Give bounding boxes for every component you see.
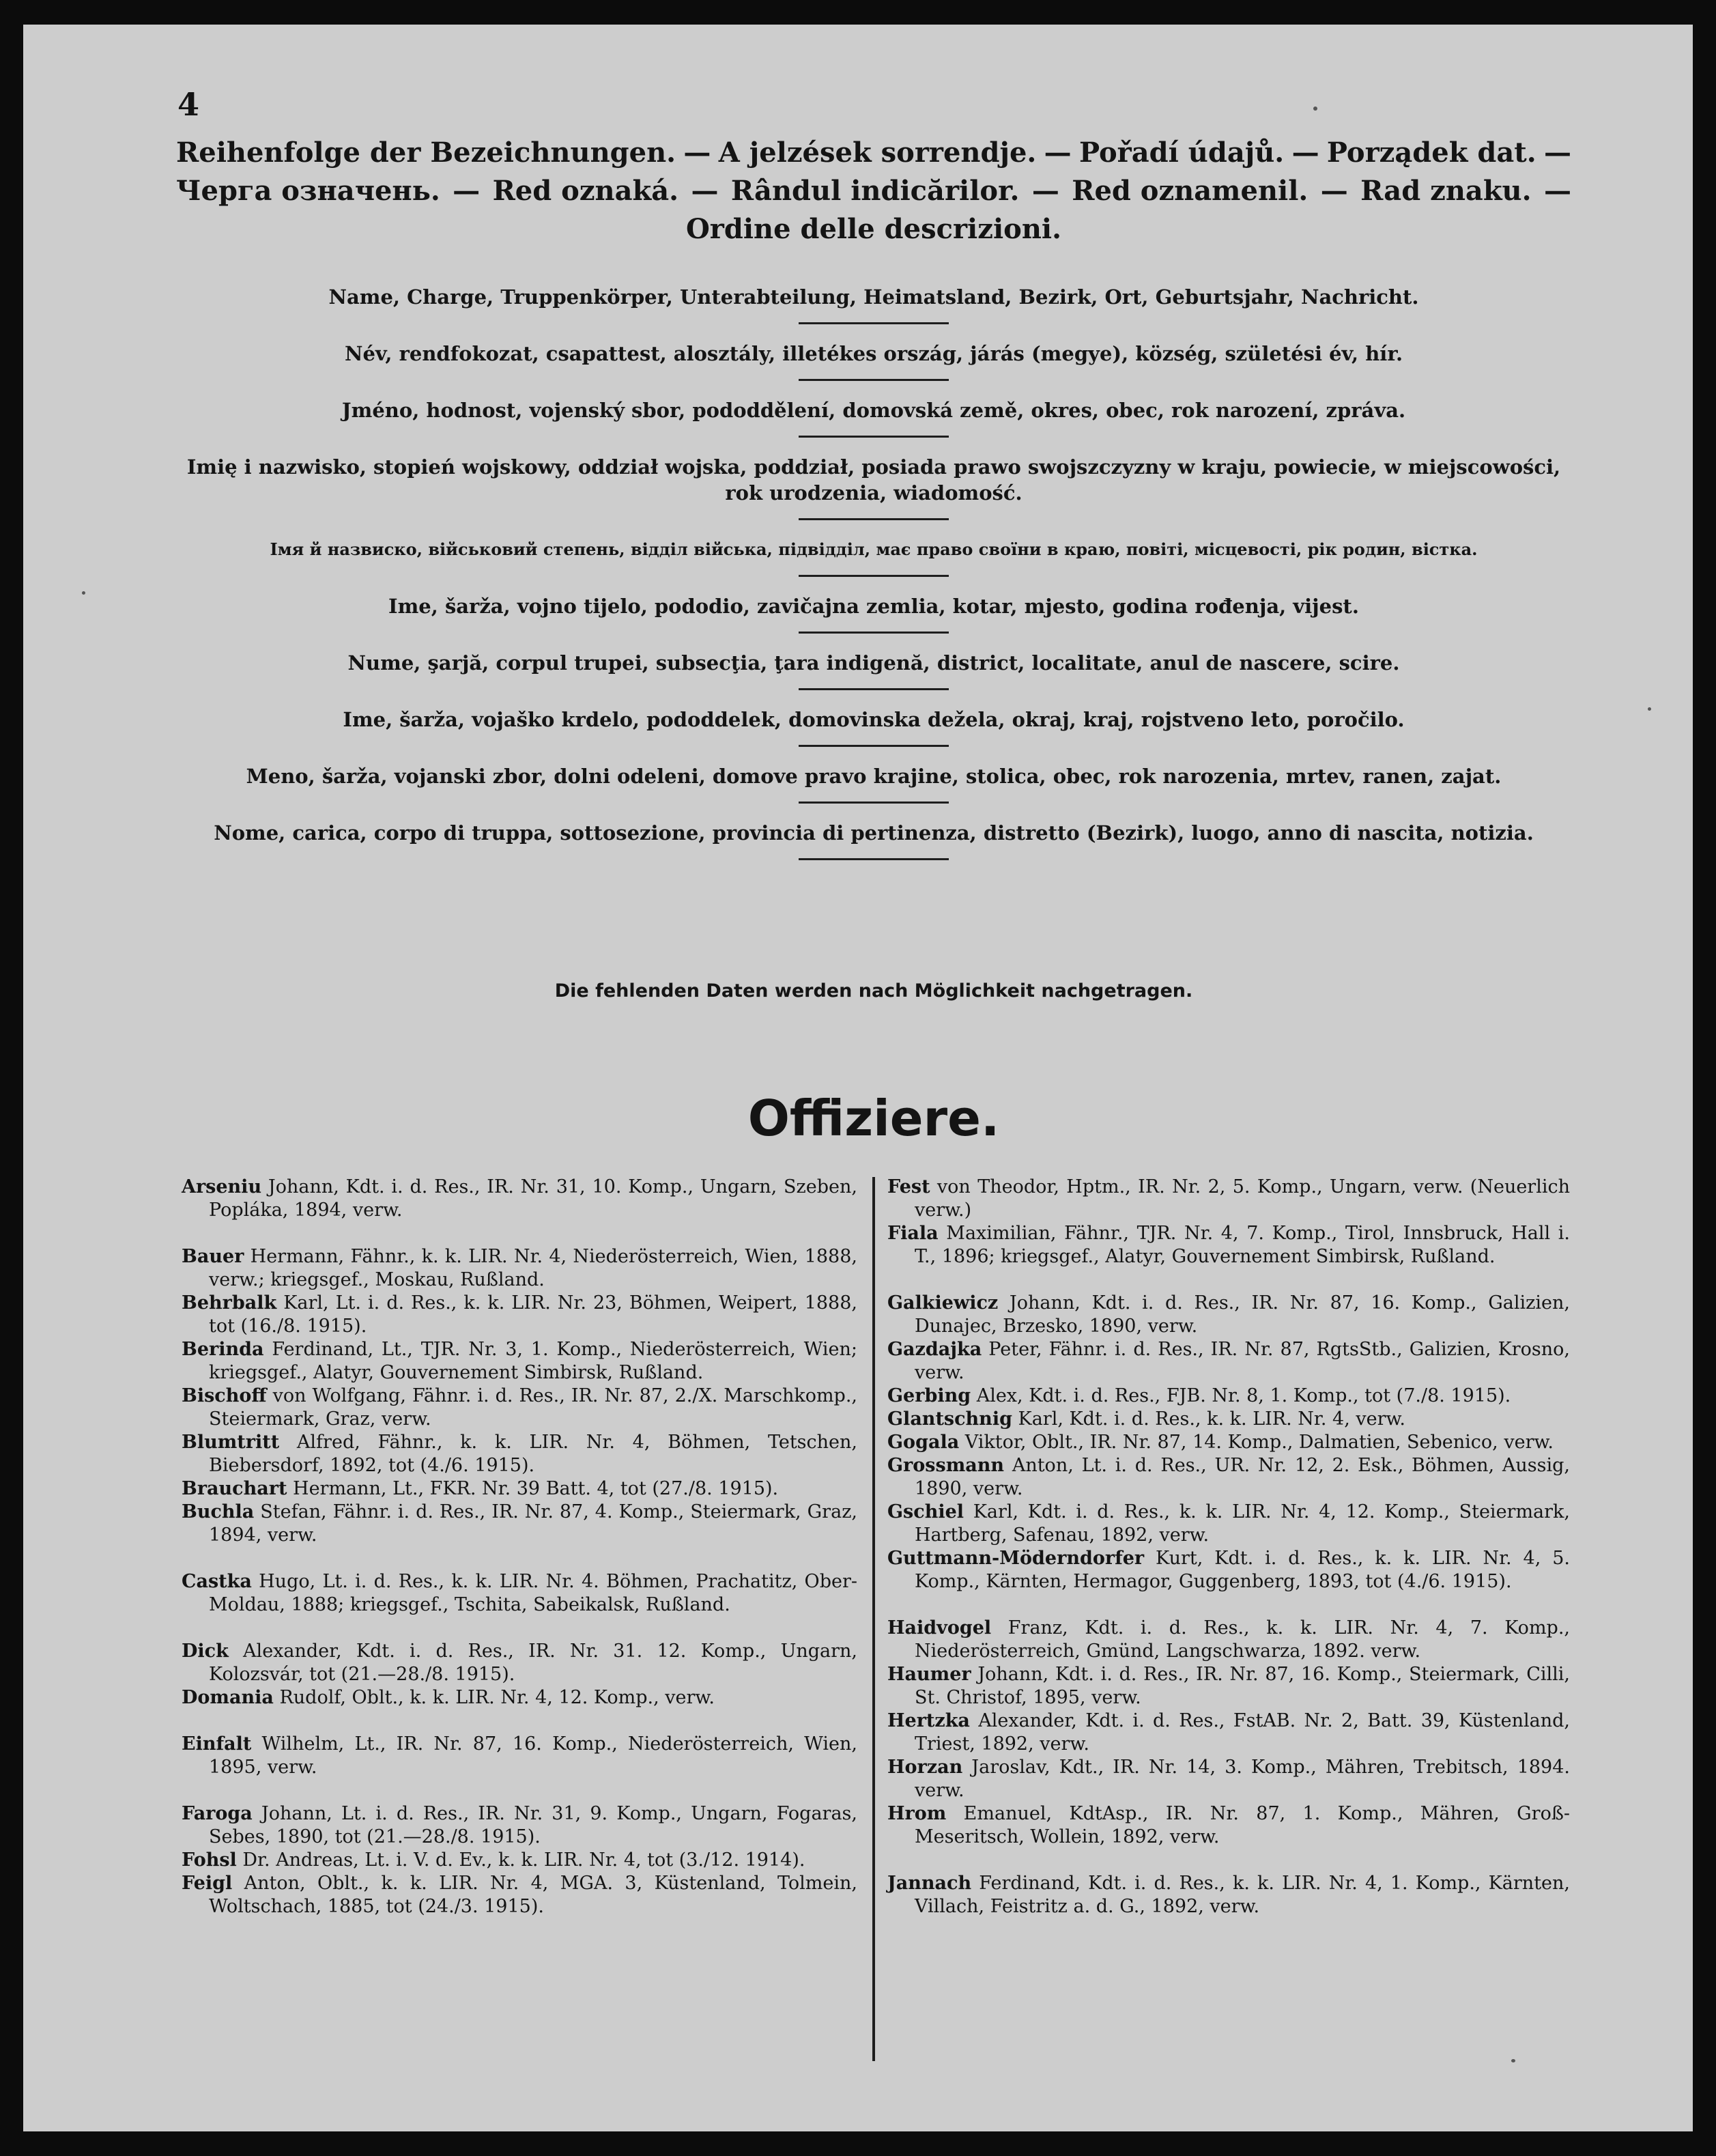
officer-entry (182, 1802, 857, 1849)
legend-divider (799, 632, 949, 634)
officer-surname: Gerbing (887, 1385, 971, 1406)
officer-entry (182, 1570, 857, 1617)
officer-surname: Dick (182, 1641, 229, 1662)
officer-details: Anton, Lt. i. d. Res., UR. Nr. 12, 2. Esk., Böhmen, Aussig, 1890, verw. (915, 1455, 1570, 1499)
legend-line-ro: Nume, şarjă, corpul trupei, subsecţia, ţara indigenă, district, localitate, anul de nascere, scire. (347, 651, 1400, 675)
officer-entry (887, 1176, 1570, 1222)
officer-entry (182, 1292, 857, 1338)
officer-details: Karl, Kdt. i. d. Res., k. k. LIR. Nr. 4, verw. (1012, 1408, 1405, 1430)
column-divider (872, 1177, 875, 2061)
legend-divider (799, 436, 949, 438)
officer-entry (887, 1872, 1570, 1918)
officer-entry (887, 1547, 1570, 1593)
officer-entry (887, 1663, 1570, 1710)
officer-surname: Castka (182, 1571, 252, 1592)
paper-speck (1313, 107, 1317, 111)
officer-details: Anton, Oblt., k. k. LIR. Nr. 4, MGA. 3, Küstenland, Tolmein, Woltschach, 1885, tot (24./3. 1915). (209, 1873, 857, 1917)
officer-entry (887, 1454, 1570, 1501)
left-column (182, 1176, 857, 1918)
legend-divider (799, 858, 949, 860)
officer-entry (887, 1501, 1570, 1547)
officer-surname: Gschiel (887, 1501, 964, 1522)
officer-surname: Behrbalk (182, 1292, 277, 1314)
page-sheet (23, 25, 1693, 2131)
officer-details: Franz, Kdt. i. d. Res., k. k. LIR. Nr. 4, 7. Komp., Niederösterreich, Gmünd, Langschwarza, 1892. verw. (915, 1617, 1570, 1662)
heading-de: Reihenfolge der Bezeichnungen. (176, 137, 676, 169)
officer-details: Maximilian, Fähnr., TJR. Nr. 4, 7. Komp., Tirol, Innsbruck, Hall i. T., 1896; kriegsgef., Alatyr, Gouvernement Simbirsk, Rußland. (915, 1223, 1570, 1267)
officer-entry (182, 1245, 857, 1292)
officer-details: von Theodor, Hptm., IR. Nr. 2, 5. Komp., Ungarn, verw. (Neuerlich verw.) (915, 1176, 1570, 1221)
officer-surname: Domania (182, 1687, 274, 1708)
officer-surname: Hrom (887, 1803, 947, 1824)
officer-details: Johann, Kdt. i. d. Res., IR. Nr. 87, 16. Komp., Steiermark, Cilli, St. Christof, 1895, verw. (915, 1664, 1570, 1708)
officer-entry (887, 1710, 1570, 1756)
officer-details: Stefan, Fähnr. i. d. Res., IR. Nr. 87, 4. Komp., Steiermark, Graz, 1894, verw. (209, 1501, 857, 1546)
heading-dash: — (1543, 175, 1571, 207)
officer-entry (182, 1733, 857, 1779)
officer-details: Alex, Kdt. i. d. Res., FJB. Nr. 8, 1. Komp., tot (7./8. 1915). (971, 1385, 1511, 1406)
heading-hu: A jelzések sorrendje. (718, 137, 1037, 169)
officer-surname: Berinda (182, 1339, 264, 1360)
officer-entry (887, 1385, 1570, 1408)
officer-surname: Einfalt (182, 1733, 252, 1755)
heading-dash: — (683, 137, 711, 169)
heading-ro: Rândul indicărilor. (730, 175, 1020, 207)
heading-hr: Red oznaká. (492, 175, 679, 207)
legend-line-ua: Імя й назвиско, військовий степень, відділ війська, підвідділ, має право своїни в краю, повіті, місцевості, рік родин, вістка. (270, 539, 1478, 559)
officer-entry (887, 1802, 1570, 1849)
heading-dash: — (1291, 137, 1319, 169)
heading-ua: Черга означень. (176, 175, 440, 207)
officer-surname: Arseniu (182, 1176, 262, 1197)
officer-surname: Bauer (182, 1246, 244, 1267)
missing-data-note: Die fehlenden Daten werden nach Möglichkeit nachgetragen. (554, 980, 1193, 1002)
legend-line-hu: Név, rendfokozat, csapattest, alosztály, illetékes ország, járás (megye), község, születési év, hír. (344, 342, 1403, 365)
officer-surname: Haumer (887, 1664, 971, 1685)
officer-details: Karl, Kdt. i. d. Res., k. k. LIR. Nr. 4, 12. Komp., Steiermark, Hartberg, Safenau, 1892, verw. (915, 1501, 1570, 1546)
right-column (887, 1176, 1570, 1918)
heading-dash: — (1044, 137, 1072, 169)
officer-entry (182, 1501, 857, 1547)
officer-surname: Haidvogel (887, 1617, 992, 1639)
heading-dash: — (453, 175, 481, 207)
officer-surname: Fohsl (182, 1849, 237, 1871)
heading-it: Ordine delle descrizioni. (685, 213, 1062, 245)
legend-line-sk: Meno, šarža, vojanski zbor, dolni odeleni, domove pravo krajine, stolica, obec, rok narozenia, mrtev, ranen, zajat. (246, 765, 1502, 788)
officer-details: Dr. Andreas, Lt. i. V. d. Ev., k. k. LIR. Nr. 4, tot (3./12. 1914). (236, 1849, 805, 1871)
legend-divider (799, 575, 949, 577)
officer-entry (887, 1338, 1570, 1385)
officer-entry (182, 1385, 857, 1431)
officer-details: Ferdinand, Kdt. i. d. Res., k. k. LIR. Nr. 4, 1. Komp., Kärnten, Villach, Feistritz a. d. G., 1892, verw. (915, 1873, 1570, 1917)
officer-details: Hermann, Fähnr., k. k. LIR. Nr. 4, Niederösterreich, Wien, 1888, verw.; kriegsgef., Moskau, Rußland. (209, 1246, 857, 1290)
officer-entry (182, 1640, 857, 1686)
officer-details: Emanuel, KdtAsp., IR. Nr. 87, 1. Komp., Mähren, Groß-Meseritsch, Wollein, 1892, verw. (915, 1803, 1570, 1847)
officer-entry (887, 1408, 1570, 1431)
officer-surname: Bischoff (182, 1385, 267, 1406)
officer-details: Alfred, Fähnr., k. k. LIR. Nr. 4, Böhmen, Tetschen, Biebersdorf, 1892, tot (4./6. 1915). (209, 1432, 857, 1476)
heading-dash: — (1320, 175, 1348, 207)
heading-cz: Pořadí údajů. (1079, 137, 1285, 169)
officer-details: Viktor, Oblt., IR. Nr. 87, 14. Komp., Dalmatien, Sebenico, verw. (959, 1432, 1554, 1453)
legend-divider (799, 745, 949, 747)
legend-divider (799, 802, 949, 804)
officer-entry (182, 1477, 857, 1501)
legend-divider (799, 379, 949, 381)
field-legend (177, 284, 1570, 877)
legend-line-sl: Ime, šarža, vojaško krdelo, pododdelek, domovinska dežela, okraj, kraj, rojstveno leto, poročilo. (343, 708, 1405, 731)
officer-entry (182, 1431, 857, 1477)
legend-line-it: Nome, carica, corpo di truppa, sottosezione, provincia di pertinenza, distretto (Bezirk), luogo, anno di nascita, notizia. (214, 821, 1534, 845)
heading-row-1 (176, 134, 1571, 172)
officer-details: Johann, Kdt. i. d. Res., IR. Nr. 31, 10. Komp., Ungarn, Szeben, Popláka, 1894, verw. (209, 1176, 857, 1221)
officer-details: Ferdinand, Lt., TJR. Nr. 3, 1. Komp., Niederösterreich, Wien; kriegsgef., Alatyr, Gouvernement Simbirsk, Rußland. (209, 1339, 857, 1383)
officer-entry (887, 1222, 1570, 1268)
officer-surname: Glantschnig (887, 1408, 1012, 1430)
officer-details: Kurt, Kdt. i. d. Res., k. k. LIR. Nr. 4, 5. Komp., Kärnten, Hermagor, Guggenberg, 1893, tot (4./6. 1915). (915, 1548, 1570, 1592)
heading-pl: Porządek dat. (1326, 137, 1536, 169)
section-title: Offiziere. (747, 1090, 1000, 1147)
legend-line-de: Name, Charge, Truppenkörper, Unterabteilung, Heimatsland, Bezirk, Ort, Geburtsjahr, Nachricht. (328, 285, 1419, 309)
officer-surname: Hertzka (887, 1710, 970, 1731)
paper-speck (1648, 707, 1651, 711)
legend-divider (799, 518, 949, 520)
heading-row-3 (176, 210, 1571, 249)
legend-divider (799, 688, 949, 690)
officer-surname: Gogala (887, 1432, 960, 1453)
designation-order-heading (176, 134, 1571, 249)
officer-entry (182, 1872, 857, 1918)
officer-details: Alexander, Kdt. i. d. Res., FstAB. Nr. 2, Batt. 39, Küstenland, Triest, 1892, verw. (915, 1710, 1570, 1755)
officer-entry (887, 1292, 1570, 1338)
officer-entry (182, 1686, 857, 1710)
officer-surname: Horzan (887, 1757, 963, 1778)
officer-surname: Grossmann (887, 1455, 1005, 1476)
officer-entry (182, 1849, 857, 1872)
legend-line-pl: Imię i nazwisko, stopień wojskowy, oddział wojska, poddział, posiada prawo swojszczyzny w kraju, powiecie, w miejscowości, rok urodzenia, wiadomość. (186, 455, 1561, 505)
officer-surname: Guttmann-Möderndorfer (887, 1548, 1145, 1569)
legend-line-cz: Jméno, hodnost, vojenský sbor, pododdělení, domovská země, okres, obec, rok narození, zpráva. (341, 399, 1406, 422)
officer-entry (182, 1338, 857, 1385)
officer-surname: Buchla (182, 1501, 255, 1522)
officer-details: Hugo, Lt. i. d. Res., k. k. LIR. Nr. 4. Böhmen, Prachatitz, Ober-Moldau, 1888; kriegsgef., Tschita, Sabeikalsk, Rußland. (209, 1571, 857, 1615)
heading-dash: — (691, 175, 719, 207)
officer-details: Peter, Fähnr. i. d. Res., IR. Nr. 87, RgtsStb., Galizien, Krosno, verw. (915, 1339, 1570, 1383)
officer-details: Johann, Kdt. i. d. Res., IR. Nr. 87, 16. Komp., Galizien, Dunajec, Brzesko, 1890, verw. (915, 1292, 1570, 1337)
officer-surname: Brauchart (182, 1478, 287, 1499)
officer-surname: Fiala (887, 1223, 939, 1244)
officer-details: Jaroslav, Kdt., IR. Nr. 14, 3. Komp., Mähren, Trebitsch, 1894. verw. (915, 1757, 1570, 1801)
heading-row-2 (176, 172, 1571, 210)
heading-dash: — (1544, 137, 1571, 169)
legend-line-hr: Ime, šarža, vojno tijelo, pododio, zavičajna zemlia, kotar, mjesto, godina rođenja, vijest. (388, 595, 1359, 618)
officer-surname: Galkiewicz (887, 1292, 999, 1314)
officer-details: Wilhelm, Lt., IR. Nr. 87, 16. Komp., Niederösterreich, Wien, 1895, verw. (209, 1733, 857, 1778)
officer-surname: Faroga (182, 1803, 253, 1824)
officer-surname: Fest (887, 1176, 930, 1197)
heading-dash: — (1031, 175, 1059, 207)
officer-details: Karl, Lt. i. d. Res., k. k. LIR. Nr. 23, Böhmen, Weipert, 1888, tot (16./8. 1915). (209, 1292, 857, 1337)
officer-surname: Feigl (182, 1873, 233, 1894)
officer-surname: Blumtritt (182, 1432, 280, 1453)
officer-details: Hermann, Lt., FKR. Nr. 39 Batt. 4, tot (27./8. 1915). (287, 1478, 779, 1499)
officer-surname: Gazdajka (887, 1339, 982, 1360)
heading-sl: Rad znaku. (1360, 175, 1532, 207)
officer-entry (182, 1176, 857, 1222)
heading-sk: Red oznamenil. (1072, 175, 1309, 207)
officer-details: von Wolfgang, Fähnr. i. d. Res., IR. Nr. 87, 2./X. Marschkomp., Steiermark, Graz, verw. (209, 1385, 857, 1430)
officer-surname: Jannach (887, 1873, 972, 1894)
paper-speck (82, 591, 85, 595)
officer-entry (887, 1617, 1570, 1663)
page-number: 4 (177, 86, 200, 123)
officer-details: Johann, Lt. i. d. Res., IR. Nr. 31, 9. Komp., Ungarn, Fogaras, Sebes, 1890, tot (21.—28./8. 1915). (209, 1803, 857, 1847)
officer-entry (887, 1756, 1570, 1802)
paper-speck (1511, 2059, 1515, 2062)
officer-entry (887, 1431, 1570, 1454)
officer-details: Alexander, Kdt. i. d. Res., IR. Nr. 31. 12. Komp., Ungarn, Kolozsvár, tot (21.—28./8. 1915). (209, 1641, 857, 1685)
legend-divider (799, 322, 949, 324)
officer-details: Rudolf, Oblt., k. k. LIR. Nr. 4, 12. Komp., verw. (273, 1687, 715, 1708)
